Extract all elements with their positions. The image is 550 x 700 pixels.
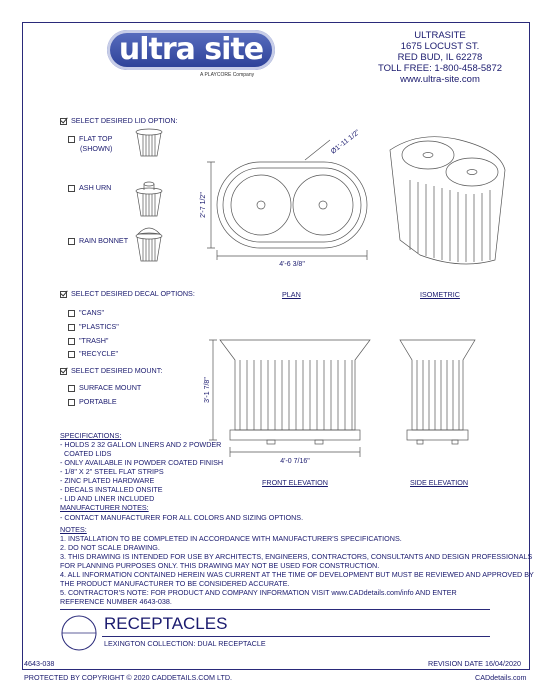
plan-label: PLAN bbox=[282, 290, 301, 299]
checkbox-icon[interactable] bbox=[60, 118, 67, 125]
lid-option-heading: SELECT DESIRED LID OPTION: bbox=[60, 116, 178, 125]
ultrasite-logo: ultra site bbox=[107, 30, 275, 70]
note-line: REFERENCE NUMBER 4643-038. bbox=[60, 597, 172, 606]
checkbox-icon[interactable] bbox=[68, 310, 75, 317]
note-line: 2. DO NOT SCALE DRAWING. bbox=[60, 543, 160, 552]
drawing-subtitle: LEXINGTON COLLECTION: DUAL RECEPTACLE bbox=[104, 639, 266, 648]
spec-line: - LID AND LINER INCLUDED bbox=[60, 494, 155, 503]
company-line: www.ultra-site.com bbox=[400, 74, 480, 85]
lid-option-ash-urn: ASH URN bbox=[68, 183, 111, 192]
plan-diameter-dimension: Ø1'-11 1/2" bbox=[329, 128, 362, 156]
note-line: FOR PLANNING PURPOSES ONLY. THIS DRAWING MAY NOT BE USED FOR CONSTRUCTION. bbox=[60, 561, 380, 570]
mount-option-heading: SELECT DESIRED MOUNT: bbox=[60, 366, 162, 375]
title-underline bbox=[102, 636, 490, 637]
side-elevation-label: SIDE ELEVATION bbox=[410, 478, 469, 487]
decal-option-heading: SELECT DESIRED DECAL OPTIONS: bbox=[60, 289, 195, 298]
lid-option-rain-bonnet: RAIN BONNET bbox=[68, 236, 128, 245]
company-line: RED BUD, IL 62278 bbox=[397, 52, 483, 63]
company-line: ULTRASITE bbox=[414, 30, 466, 41]
decal-option-trash: "TRASH" bbox=[68, 336, 108, 345]
front-height-dimension: 3'-1 7/8" bbox=[204, 377, 211, 403]
mount-option-portable: PORTABLE bbox=[68, 397, 117, 406]
detail-circle-icon bbox=[60, 614, 98, 652]
decal-option-cans: "CANS" bbox=[68, 308, 104, 317]
side-elevation-drawing bbox=[395, 335, 480, 450]
checkbox-icon[interactable] bbox=[60, 368, 67, 375]
front-elevation-label: FRONT ELEVATION bbox=[262, 478, 328, 487]
checkbox-icon[interactable] bbox=[68, 399, 75, 406]
drawing-title: RECEPTACLES bbox=[104, 614, 228, 633]
note-line: 1. INSTALLATION TO BE COMPLETED IN ACCORDANCE WITH MANUFACTURER'S SPECIFICATIONS. bbox=[60, 534, 402, 543]
company-info bbox=[360, 30, 520, 85]
spec-line: COATED LIDS bbox=[64, 449, 112, 458]
manufacturer-notes-heading: MANUFACTURER NOTES: bbox=[60, 503, 149, 512]
spec-line: - HOLDS 2 32 GALLON LINERS AND 2 POWDER bbox=[60, 440, 222, 449]
checkbox-icon[interactable] bbox=[68, 338, 75, 345]
isometric-label: ISOMETRIC bbox=[420, 290, 460, 299]
company-line: 1675 LOCUST ST. bbox=[400, 41, 480, 52]
checkbox-icon[interactable] bbox=[68, 351, 75, 358]
specifications-heading: SPECIFICATIONS: bbox=[60, 431, 122, 440]
lid-option-thumbnails bbox=[134, 124, 164, 264]
copyright-notice: PROTECTED BY COPYRIGHT © 2020 CADDETAILS.COM LTD. bbox=[24, 673, 233, 682]
checkbox-icon[interactable] bbox=[60, 291, 67, 298]
front-width-dimension: 4'-0 7/16" bbox=[280, 458, 310, 465]
spec-line: - 1/8" X 2" STEEL FLAT STRIPS bbox=[60, 467, 164, 476]
checkbox-icon[interactable] bbox=[68, 185, 75, 192]
note-line: 4. ALL INFORMATION CONTAINED HEREIN WAS CURRENT AT THE TIME OF DEVELOPMENT BUT MUST BE REVIEWED AND APPROVED BY bbox=[60, 570, 534, 579]
spec-line: - ONLY AVAILABLE IN POWDER COATED FINISH bbox=[60, 458, 224, 467]
reference-number: 4643-038 bbox=[24, 659, 55, 668]
decal-option-recycle: "RECYCLE" bbox=[68, 349, 118, 358]
caddetails-brand: CADdetails.com bbox=[475, 673, 527, 682]
plan-view-drawing bbox=[195, 128, 385, 280]
isometric-view-drawing bbox=[380, 120, 515, 280]
spec-line: - DECALS INSTALLED ONSITE bbox=[60, 485, 163, 494]
note-line: THE PRODUCT MANUFACTURER TO BE CONSIDERED ACCURATE. bbox=[60, 579, 290, 588]
note-line: 5. CONTRACTOR'S NOTE: FOR PRODUCT AND COMPANY INFORMATION VISIT www.CADdetails.com/info AND ENTER bbox=[60, 588, 457, 597]
logo-tagline: A PLAYCORE Company bbox=[200, 72, 255, 78]
checkbox-icon[interactable] bbox=[68, 136, 75, 143]
title-block-divider bbox=[60, 609, 490, 610]
checkbox-icon[interactable] bbox=[68, 385, 75, 392]
lid-option-shown-note: (SHOWN) bbox=[80, 144, 113, 153]
lid-option-flat-top: FLAT TOP bbox=[68, 134, 112, 143]
checkbox-icon[interactable] bbox=[68, 238, 75, 245]
note-line: 3. THIS DRAWING IS INTENDED FOR USE BY ARCHITECTS, ENGINEERS, CONTRACTORS, CONSULTANTS AND DESIGN PROFESSIONALS bbox=[60, 552, 533, 561]
spec-line: - ZINC PLATED HARDWARE bbox=[60, 476, 155, 485]
plan-width-dimension: 4'-6 3/8" bbox=[279, 261, 305, 268]
company-line: TOLL FREE: 1-800-458-5872 bbox=[377, 63, 503, 74]
front-elevation-drawing bbox=[205, 335, 380, 465]
checkbox-icon[interactable] bbox=[68, 324, 75, 331]
notes-heading: NOTES: bbox=[60, 525, 87, 534]
decal-option-plastics: "PLASTICS" bbox=[68, 322, 119, 331]
revision-date: REVISION DATE 16/04/2020 bbox=[428, 659, 521, 668]
plan-depth-dimension: 2'-7 1/2" bbox=[200, 192, 207, 218]
mount-option-surface: SURFACE MOUNT bbox=[68, 383, 141, 392]
manufacturer-note-line: - CONTACT MANUFACTURER FOR ALL COLORS AND SIZING OPTIONS. bbox=[60, 513, 304, 522]
